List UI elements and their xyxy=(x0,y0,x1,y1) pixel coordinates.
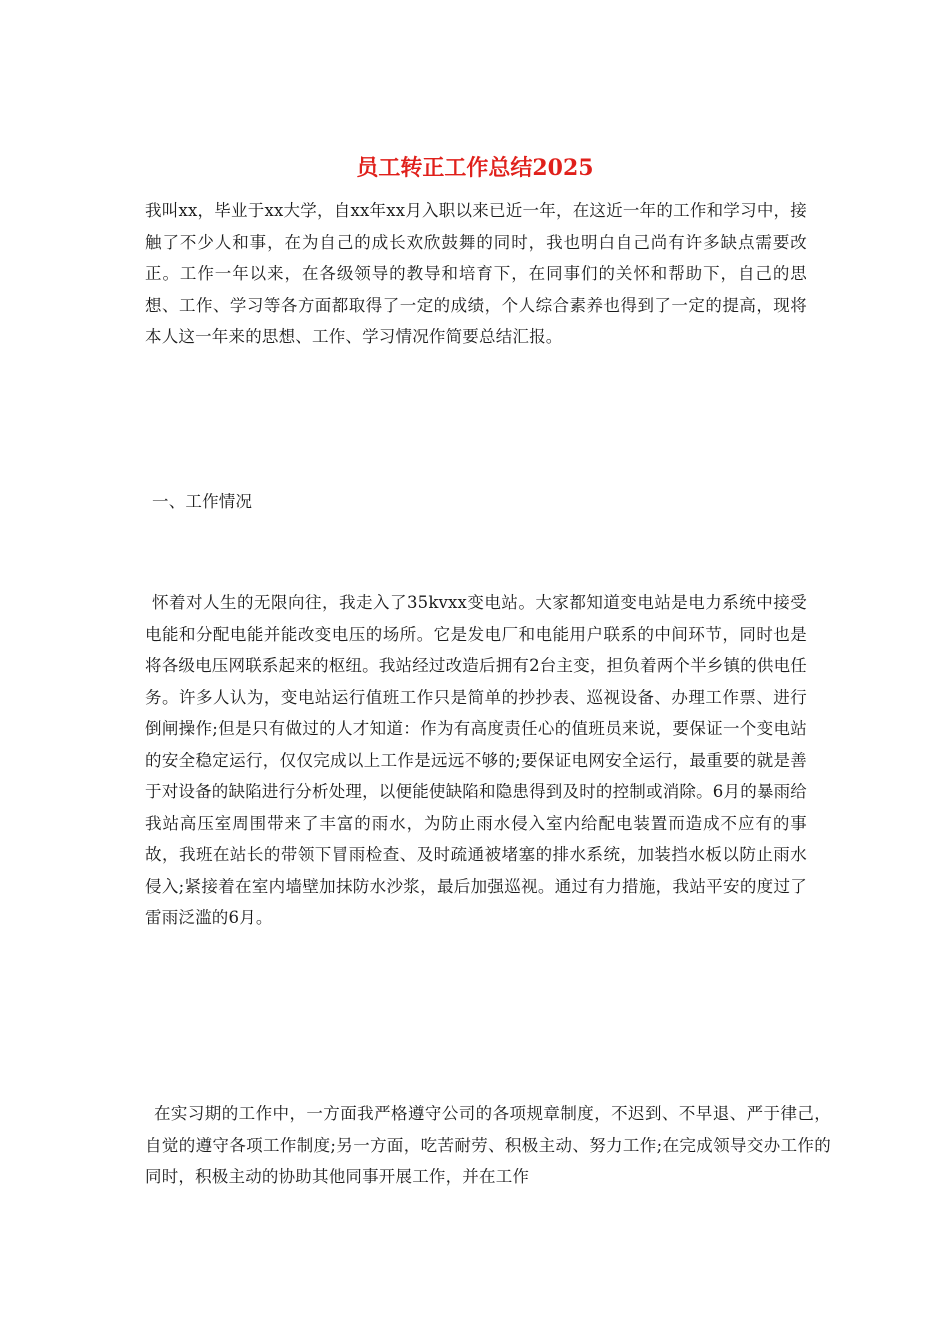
work-paragraph-substation: 怀着对人生的无限向往，我走入了35kvxx变电站。大家都知道变电站是电力系统中接受电能和分配电能并能改变电压的场所。它是发电厂和电能用户联系的中间环节，同时也是将各级电压网联系起来的枢纽。我站经过改造后拥有2台主变，担负着两个半乡镇的供电任务。许多人认为，变电站运行值班工作只是简单的抄抄表、巡视设备、办理工作票、进行倒闸操作;但是只有做过的人才知道：作为有高度责任心的值班员来说，要保证一个变电站的安全稳定运行，仅仅完成以上工作是远远不够的;要保证电网安全运行，最重要的就是善于对设备的缺陷进行分析处理，以便能使缺陷和隐患得到及时的控制或消除。6月的暴雨给我站高压室周围带来了丰富的雨水，为防止雨水侵入室内给配电装置而造成不应有的事故，我班在站长的带领下冒雨检查、及时疏通被堵塞的排水系统，加装挡水板以防止雨水侵入;紧接着在室内墙壁加抹防水沙浆，最后加强巡视。通过有力措施，我站平安的度过了雷雨泛滥的6月。 xyxy=(145,593,807,927)
work-paragraph-internship: 在实习期的工作中，一方面我严格遵守公司的各项规章制度，不迟到、不早退、严于律己，自觉的遵守各项工作制度;另一方面，吃苦耐劳、积极主动、努力工作;在完成领导交办工作的同时，积极主动的协助其他同事开展工作，并在工作 xyxy=(145,1104,831,1186)
section-heading-work: 一、工作情况 xyxy=(152,492,253,511)
intro-paragraph: 我叫xx，毕业于xx大学，自xx年xx月入职以来已近一年，在这近一年的工作和学习中，接触了不少人和事，在为自己的成长欢欣鼓舞的同时，我也明白自己尚有许多缺点需要改正。工作一年以来，在各级领导的教导和培育下，在同事们的关怀和帮助下，自己的思想、工作、学习等各方面都取得了一定的成绩，个人综合素养也得到了一定的提高，现将本人这一年来的思想、工作、学习情况作简要总结汇报。 xyxy=(145,201,807,346)
document-title: 员工转正工作总结2025 xyxy=(356,155,594,181)
